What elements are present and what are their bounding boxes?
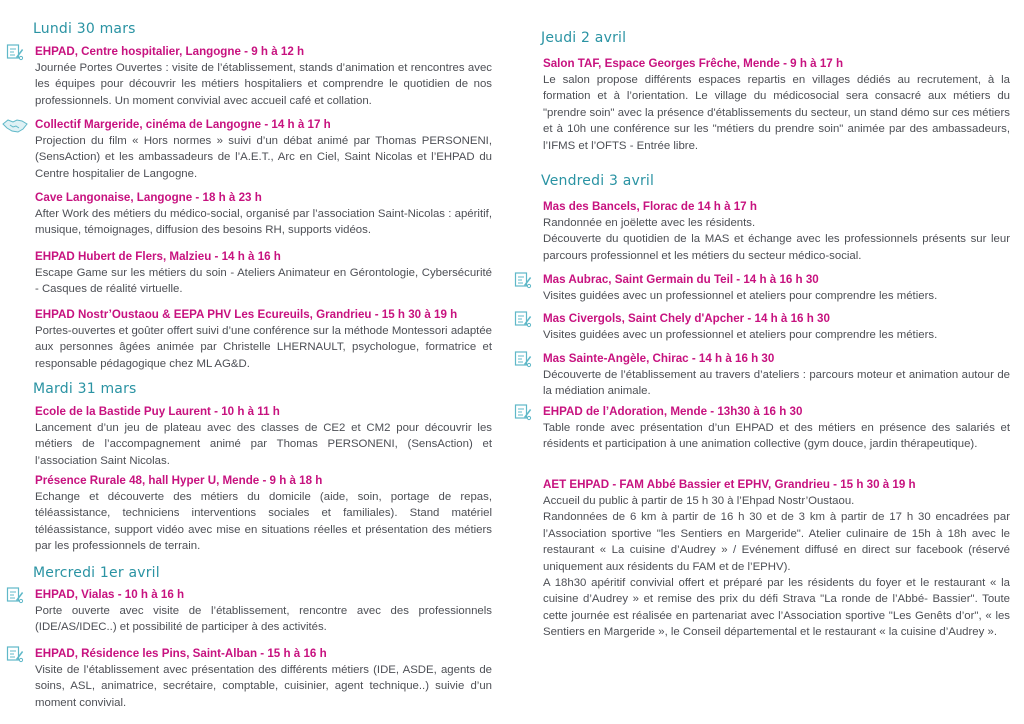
day-heading: Mercredi 1er avril [33, 565, 160, 581]
event-title: Salon TAF, Espace Georges Frêche, Mende - 9 h à 17 h [543, 57, 844, 70]
notepad-icon [6, 645, 24, 663]
handshake-icon [2, 116, 28, 134]
event-description [543, 288, 1010, 304]
event-title: EHPAD de l’Adoration, Mende - 13h30 à 16 h 30 [543, 405, 803, 418]
day-heading: Vendredi 3 avril [541, 173, 655, 189]
event-title: EHPAD, Résidence les Pins, Saint-Alban - 15 h à 16 h [35, 647, 327, 660]
event-description [35, 603, 492, 636]
event-description [543, 72, 1010, 154]
event-item [35, 587, 492, 636]
event-item [35, 249, 492, 298]
event-paragraph: Portes-ouvertes et goûter offert suivi d’une conférence sur la méthode Montessori adaptée aux personnes âgées animée par Christelle LHERNAULT, psychologue, formatrice et responsable pédagogique chez ML AG&D. [35, 325, 492, 370]
notepad-icon [6, 43, 24, 61]
event-description [543, 493, 1010, 641]
event-item [543, 311, 1010, 343]
event-paragraph: Echange et découverte des métiers du domicile (aide, soin, portage de repas, téléassistance, techniciens interventions sociales et familiales). Stand matériel téléassistance, support vidéo avec mise en situations réelles et présentation des métiers par les professionnels de terrain. [35, 491, 492, 553]
event-item [543, 477, 1010, 641]
event-paragraph: Découverte de l’établissement au travers d’ateliers : parcours moteur et animation autour de la médiation animale. [543, 369, 1010, 398]
event-description [35, 60, 492, 109]
event-description [543, 215, 1010, 264]
event-description [35, 489, 492, 555]
event-paragraph: Porte ouverte avec visite de l’établissement, rencontre avec des professionnels (IDE/AS/IDEC..) et possibilité de participer à des activités. [35, 605, 492, 634]
event-item [543, 351, 1010, 400]
event-paragraph: Accueil du public à partir de 15 h 30 à l’Ehpad Nostr’Oustaou. [543, 495, 855, 507]
event-paragraph: Escape Game sur les métiers du soin - Ateliers Animateur en Gérontologie, Cybersécurité - Casques de réalité virtuelle. [35, 267, 492, 296]
event-item [543, 56, 1010, 154]
event-paragraph: Visite de l’établissement avec présentation des différents métiers (IDE, ASDE, agents de soins, ASL, animatrice, secrétaire, comptable, cuisinier, agent technique..) suivie d’un moment convivial. [35, 664, 492, 709]
event-description [35, 420, 492, 469]
event-description [543, 420, 1010, 453]
event-item [35, 117, 492, 182]
event-paragraph: Journée Portes Ouvertes : visite de l’établissement, stands d’animation et rencontres avec les équipes pour découvrir les métiers hospitaliers et comprendre le quotidien de nos professionnels. Un moment convivial avec accueil café et collation. [35, 62, 492, 107]
event-item [543, 272, 1010, 304]
day-heading: Mardi 31 mars [33, 381, 137, 397]
notepad-icon [6, 586, 24, 604]
day-heading: Jeudi 2 avril [541, 30, 627, 46]
event-paragraph: A 18h30 apéritif convivial offert et préparé par les résidents du foyer et le restaurant « la cuisine d’Audrey » et remise des prix du défi Strava "La ronde de l’Abbé- Bassier". Toute cette journée est réalisée en partenariat avec l’Association sportive "Les Genêts d’or", « les Sentiers en Margeride », le Conseil départemental et le restaurant « la cuisine d’Audrey ». [543, 577, 1010, 639]
event-item [35, 473, 492, 555]
event-paragraph: Découverte du quotidien de la MAS et échange avec les professionnels présents sur leur parcours professionnel et les métiers du secteur médico-social. [543, 233, 1010, 262]
event-paragraph: Lancement d’un jeu de plateau avec des classes de CE2 et CM2 pour découvrir les métiers de l’accompagnement animé par Thomas PERSONENI, (SensAction) et l’association Saint Nicolas. [35, 422, 492, 467]
event-title: EHPAD, Centre hospitalier, Langogne - 9 h à 12 h [35, 45, 305, 58]
event-paragraph: After Work des métiers du médico-social, organisé par l’association Saint-Nicolas : apéritif, musique, témoignages, diffusion des besoins RH, supports vidéos. [35, 208, 492, 237]
day-heading: Lundi 30 mars [33, 21, 136, 37]
notepad-icon [514, 310, 532, 328]
event-title: Cave Langonaise, Langogne - 18 h à 23 h [35, 191, 262, 204]
event-paragraph: Randonnées de 6 km à partir de 16 h 30 et de 3 km à partir de 17 h 30 encadrées par l’Association sportive "les Sentiers en Margeride". Atelier culinaire de 15h à 18h avec le restaurant « La cuisine d’Audrey » / Evénement diffusé en direct sur facebook (réservé uniquement aux résidents du FAM et de l’EPHV). [543, 511, 1010, 573]
notepad-icon [514, 350, 532, 368]
event-description [543, 327, 1010, 343]
event-item [543, 199, 1010, 264]
event-paragraph: Visites guidées avec un professionnel et ateliers pour comprendre les métiers. [543, 329, 938, 341]
notepad-icon [514, 271, 532, 289]
event-item [543, 404, 1010, 453]
event-description [35, 133, 492, 182]
event-item [35, 307, 492, 372]
event-title: EHPAD, Vialas - 10 h à 16 h [35, 588, 185, 601]
event-description [35, 662, 492, 711]
event-title: Collectif Margeride, cinéma de Langogne - 14 h à 17 h [35, 118, 331, 131]
event-description [35, 323, 492, 372]
event-paragraph: Le salon propose différents espaces repartis en villages dédiés au recrutement, à la formation et à l’orientation. Le village du médicosocial sera consacré aux métiers du "prendre soin" avec la présence d'établissements du secteur, un stand démo sur ces métiers et à 10h une conférence sur les "métiers du prendre soin" animée par des ambassadeurs, l’IFMS et l’OFTS - Entrée libre. [543, 74, 1010, 152]
event-item [35, 404, 492, 469]
event-title: EHPAD Nostr’Oustaou & EEPA PHV Les Ecureuils, Grandrieu - 15 h 30 à 19 h [35, 308, 458, 321]
event-paragraph: Projection du film « Hors normes » suivi d’un débat animé par Thomas PERSONENI, (SensAction) et les ambassadeurs de l’A.E.T., Arc en Ciel, Saint Nicolas et l’EHPAD du Centre hospitalier de Langogne. [35, 135, 492, 180]
event-title: AET EHPAD - FAM Abbé Bassier et EPHV, Grandrieu - 15 h 30 à 19 h [543, 478, 916, 491]
event-item [35, 190, 492, 239]
event-title: Mas Aubrac, Saint Germain du Teil - 14 h à 16 h 30 [543, 273, 819, 286]
event-paragraph: Randonnée en joëlette avec les résidents. [543, 217, 756, 229]
event-title: Mas des Bancels, Florac de 14 h à 17 h [543, 200, 757, 213]
event-item [35, 646, 492, 711]
event-title: EHPAD Hubert de Flers, Malzieu - 14 h à 16 h [35, 250, 281, 263]
event-paragraph: Table ronde avec présentation d’un EHPAD et des métiers en présence des salariés et résidents et participation à une animation collective (gym douce, jardin thérapeutique). [543, 422, 1010, 451]
notepad-icon [514, 403, 532, 421]
event-title: Mas Civergols, Saint Chely d'Apcher - 14 h à 16 h 30 [543, 312, 830, 325]
event-description [35, 265, 492, 298]
event-title: Mas Sainte-Angèle, Chirac - 14 h à 16 h 30 [543, 352, 775, 365]
event-paragraph: Visites guidées avec un professionnel et ateliers pour comprendre les métiers. [543, 290, 938, 302]
event-title: Présence Rurale 48, hall Hyper U, Mende - 9 h à 18 h [35, 474, 323, 487]
event-title: Ecole de la Bastide Puy Laurent - 10 h à 11 h [35, 405, 280, 418]
event-item [35, 44, 492, 109]
event-description [35, 206, 492, 239]
event-description [543, 367, 1010, 400]
